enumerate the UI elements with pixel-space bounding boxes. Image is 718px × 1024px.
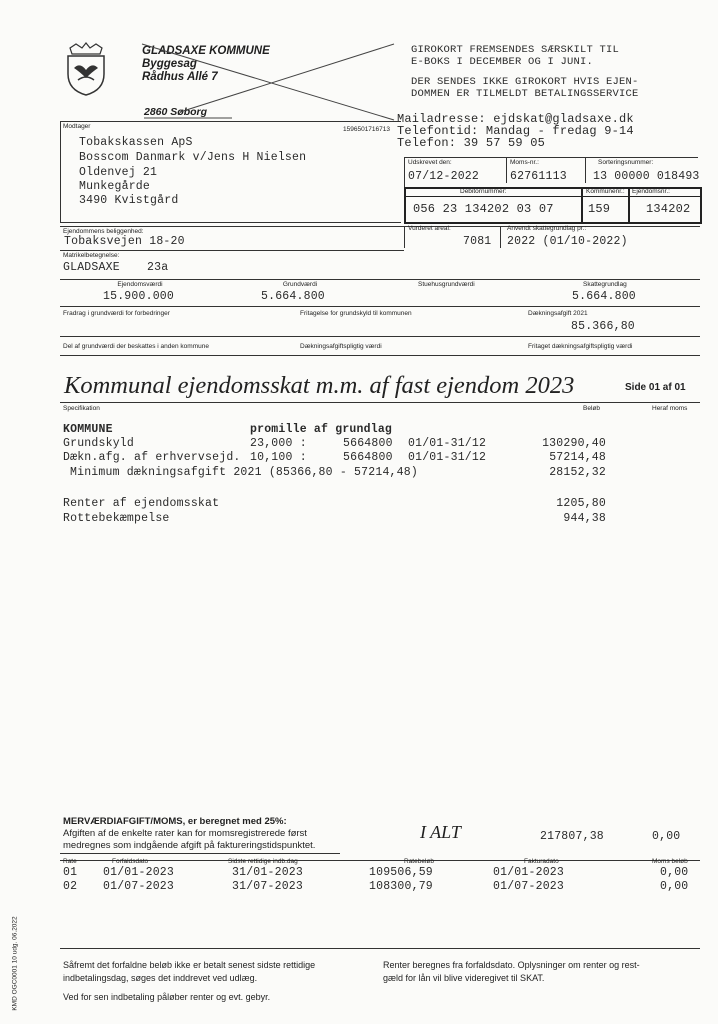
contact-hours: Telefontid: Mandag - fredag 9-14 (397, 124, 634, 138)
coat-of-arms-icon (64, 42, 108, 96)
coverage-fee-label: Dækningsafgift 2021 (528, 310, 588, 317)
crossed-out-mark (140, 42, 396, 122)
total-vat: 0,00 (652, 830, 681, 843)
coverage-exempt-label: Fritaget dækningsafgiftspligtig værdi (528, 343, 633, 350)
recipient-label: Modtager (63, 123, 91, 130)
vat-number: 62761113 (510, 170, 567, 183)
issue-date-label: Udskrevet den: (408, 159, 452, 166)
spec-row-period: 01/01-31/12 (408, 451, 487, 464)
cadastral-name: GLADSAXE (63, 261, 120, 274)
spec-section: KOMMUNE (63, 423, 113, 436)
other-municipality-label: Del af grundværdi der beskattes i anden kommune (63, 343, 209, 350)
footer-left-note: Såfremt det forfaldne beløb ikke er betalt senest sidste rettidige (63, 960, 316, 970)
rate-column-head: promille af grundlag (250, 423, 393, 436)
rate-last: 31/01-2023 (232, 866, 304, 879)
notice-line-2: E-BOKS I DECEMBER OG I JUNI. (411, 56, 594, 68)
rate-invoice: 01/01-2023 (493, 866, 565, 879)
col-invoice-date: Fakturadato (524, 858, 559, 865)
debtor-label: Debitornummer: (460, 188, 507, 195)
recipient-line: 3490 Kvistgård (79, 194, 179, 207)
rat-control-amount: 944,38 (563, 512, 606, 525)
farmhouse-value-label: Stuehusgrundværdi (418, 281, 475, 288)
notice-line-4: DOMMEN ER TILMELDT BETALINGSSERVICE (411, 88, 639, 100)
recipient-line: Bosscom Danmark v/Jens H Nielsen (79, 151, 307, 164)
vat-note: Afgiften af de enkelte rater kan for momsregistrerede først (63, 828, 307, 839)
department-name: Byggesag (142, 58, 197, 70)
form-code: KMD OGC0001 10 udg. 06.2022 (11, 916, 19, 1011)
spec-row-base: 5664800 (343, 451, 393, 464)
rate-no: 02 (63, 880, 78, 893)
footer-left-note: Ved for sen indbetaling påløber renter og evt. gebyr. (63, 992, 271, 1002)
property-value-label: Ejendomsværdi (117, 281, 163, 288)
spec-label: Specifikation (63, 405, 100, 412)
property-number: 134202 (646, 202, 691, 216)
spec-row-rate: 23,000 : (250, 437, 307, 450)
municipality-number: 159 (588, 202, 611, 216)
amount-column-label: Beløb (583, 405, 600, 412)
rate-amount: 108300,79 (369, 880, 433, 893)
property-number-label: Ejendomsnr.: (632, 188, 670, 195)
area-label: Vurderet areal: (408, 225, 451, 232)
tax-base: 5.664.800 (572, 290, 636, 303)
notice-line-1: GIROKORT FREMSENDES SÆRSKILT TIL (411, 44, 620, 56)
vat-note: medregnes som indgående afgift på faktureringstidspunktet. (63, 840, 316, 851)
col-rate: Rate (63, 858, 77, 865)
total-amount: 217807,38 (540, 830, 604, 843)
rate-due: 01/01-2023 (103, 866, 175, 879)
spec-row-name: Grundskyld (63, 437, 135, 450)
total-label: I ALT (420, 822, 461, 842)
minimum-fee-text: Minimum dækningsafgift 2021 (85366,80 - 57214,48) (70, 466, 418, 479)
spec-row-rate: 10,100 : (250, 451, 307, 464)
minimum-fee-amount: 28152,32 (549, 466, 606, 479)
spec-row-period: 01/01-31/12 (408, 437, 487, 450)
rate-vat: 0,00 (660, 880, 689, 893)
rate-due: 01/07-2023 (103, 880, 175, 893)
spec-row-amount: 57214,48 (549, 451, 606, 464)
property-value: 15.900.000 (103, 290, 175, 303)
tax-year: 2022 (01/10-2022) (507, 235, 628, 248)
interest-text: Renter af ejendomsskat (63, 497, 220, 510)
property-location: Tobaksvejen 18-20 (64, 235, 185, 248)
recipient-ref: 1596501716713 (343, 126, 390, 133)
col-rate-amount: Ratebeløb (404, 858, 434, 865)
spec-row-base: 5664800 (343, 437, 393, 450)
rate-amount: 109506,59 (369, 866, 433, 879)
land-value-label: Grundværdi (282, 281, 318, 288)
exemption-label: Fritagelse for grundskyld til kommunen (300, 310, 412, 317)
cadastral-number: 23a (147, 261, 169, 274)
assessed-area: 7081 (463, 235, 492, 248)
vat-title: MERVÆRDIAFGIFT/MOMS, er beregnet med 25%: (63, 816, 287, 827)
tax-year-label: Anvendt skattegrundlag pr.: (507, 225, 587, 232)
spec-row-amount: 130290,40 (542, 437, 606, 450)
municipality-logo (64, 42, 108, 96)
recipient-line: Tobakskassen ApS (79, 136, 193, 149)
location-label: Ejendommens beliggenhed: (63, 228, 144, 235)
municipality-postal: 2860 Søborg (144, 106, 208, 118)
municipality-address: Rådhus Allé 7 (142, 71, 218, 83)
coverage-fee: 85.366,80 (571, 320, 635, 333)
rate-no: 01 (63, 866, 78, 879)
col-due-date: Forfaldsdato (112, 858, 149, 865)
land-value: 5.664.800 (261, 290, 325, 303)
vat-column-label: Heraf moms (652, 405, 688, 412)
notice-line-3: DER SENDES IKKE GIROKORT HVIS EJEN- (411, 76, 639, 88)
rate-invoice: 01/07-2023 (493, 880, 565, 893)
cadastral-label: Matrikelbetegnelse: (63, 252, 120, 259)
spec-row-name: Dækn.afg. af erhvervsejd. (63, 451, 241, 464)
footer-right-note: Renter beregnes fra forfaldsdato. Oplysninger om renter og rest- (383, 960, 640, 970)
interest-amount: 1205,80 (556, 497, 606, 510)
rate-last: 31/07-2023 (232, 880, 304, 893)
col-vat-amount: Moms beløb (652, 858, 688, 865)
issue-date: 07/12-2022 (408, 170, 480, 183)
col-last-day: Sidste rettidige indb.dag (228, 858, 298, 865)
debtor-number: 056 23 134202 03 07 (413, 202, 554, 216)
recipient-line: Munkegårde (79, 180, 151, 193)
page-number: Side 01 af 01 (625, 382, 686, 393)
page-title: Kommunal ejendomsskat m.m. af fast ejendom 2023 (64, 372, 575, 399)
vat-number-label: Moms-nr.: (510, 159, 539, 166)
footer-right-note: gæld for lån vil blive videregivet til SKAT. (383, 973, 545, 983)
sort-number: 13 00000 018493 (593, 170, 700, 183)
sort-number-label: Sorteringsnummer: (598, 159, 654, 166)
deduction-label: Fradrag i grundværdi for forbedringer (63, 310, 170, 317)
municipality-name: GLADSAXE KOMMUNE (142, 45, 270, 57)
contact-mail: Mailadresse: ejdskat@gladsaxe.dk (397, 112, 634, 126)
municipality-number-label: Kommunenr.: (586, 188, 625, 195)
tax-base-label: Skattegrundlag (583, 281, 627, 288)
contact-phone: Telefon: 39 57 59 05 (397, 136, 546, 150)
rat-control-text: Rottebekæmpelse (63, 512, 170, 525)
footer-left-note: indbetalingsdag, søges det inddrevet ved udlæg. (63, 973, 258, 983)
coverage-value-label: Dækningsafgiftspligtig værdi (300, 343, 382, 350)
rate-vat: 0,00 (660, 866, 689, 879)
recipient-line: Oldenvej 21 (79, 166, 158, 179)
